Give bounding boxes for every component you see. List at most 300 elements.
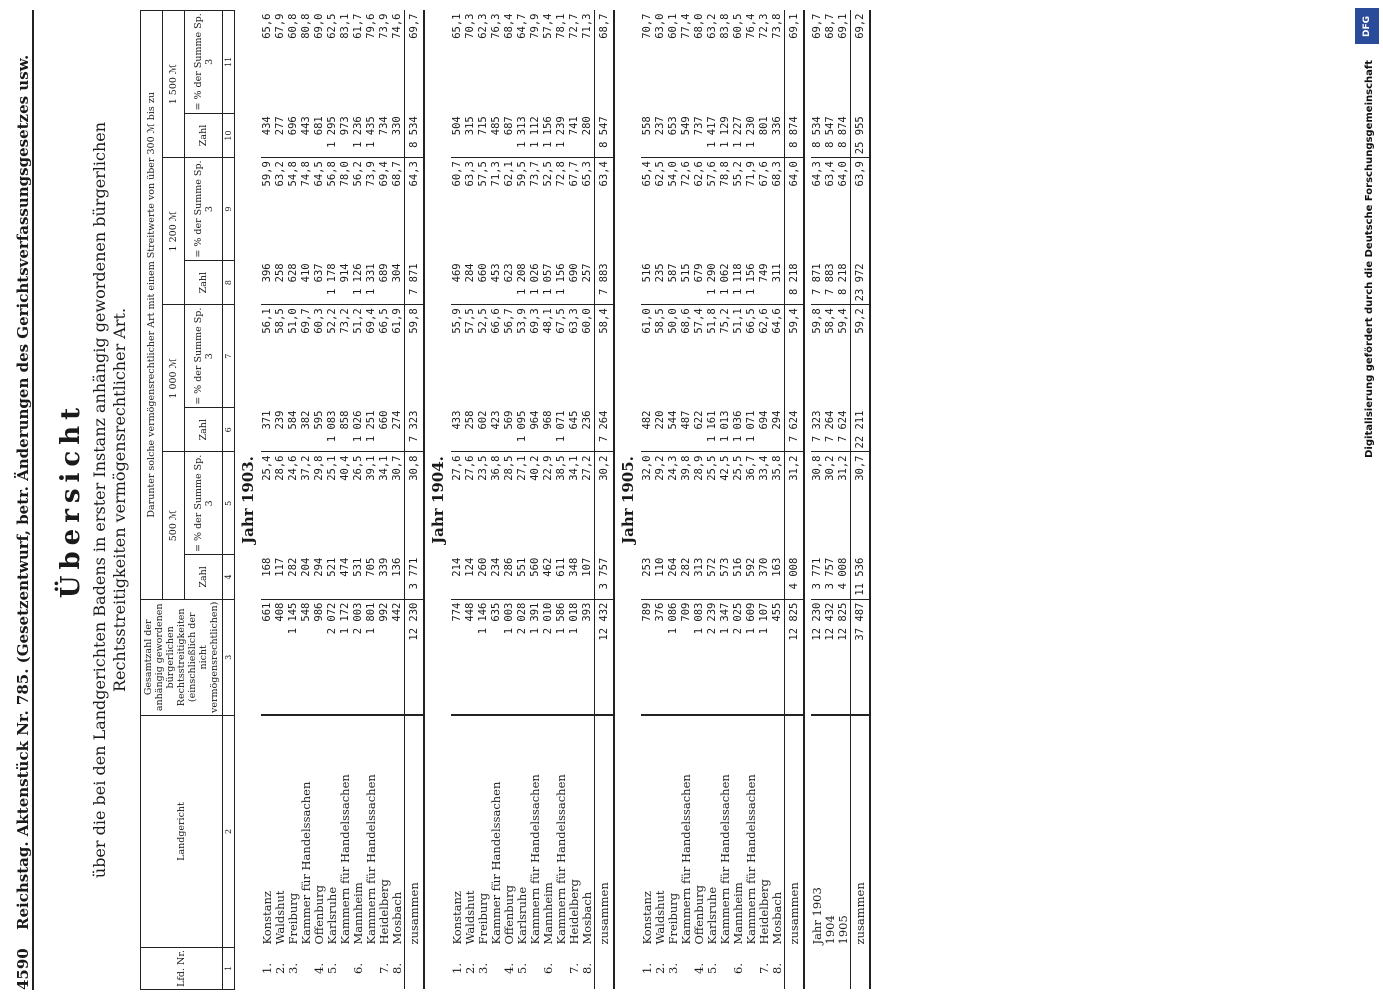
header-pct: = % der Summe Sp. 3 bbox=[185, 11, 223, 114]
row-value: 709 bbox=[680, 599, 693, 715]
row-value: 705 bbox=[365, 555, 378, 599]
row-value: 453 bbox=[490, 260, 503, 304]
row-value: 558 bbox=[641, 113, 654, 157]
row-value: 1 071 bbox=[555, 408, 568, 452]
row-number bbox=[405, 948, 425, 990]
header-zahl: Zahl bbox=[185, 555, 223, 599]
row-value: 737 bbox=[693, 113, 706, 157]
row-value: 587 bbox=[667, 260, 680, 304]
table-row bbox=[339, 11, 352, 990]
row-value: 274 bbox=[391, 408, 405, 452]
row-value: 257 bbox=[581, 260, 595, 304]
row-value: 61,7 bbox=[352, 13, 364, 39]
row-value: 68,7 bbox=[391, 161, 403, 187]
row-value: 68,0 bbox=[693, 13, 705, 39]
row-value: 28,6 bbox=[274, 455, 286, 481]
row-value: 63,9 bbox=[851, 158, 871, 261]
row-value: 69,7 bbox=[300, 308, 312, 334]
row-value: 2 010 bbox=[542, 599, 555, 715]
row-number bbox=[824, 948, 837, 990]
row-value: 56,8 bbox=[326, 161, 338, 187]
row-value: 72,6 bbox=[680, 161, 692, 187]
row-value: 73,2 bbox=[339, 308, 351, 334]
table-row bbox=[693, 11, 706, 990]
row-value: 63,4 bbox=[824, 161, 836, 187]
row-value: 1 018 bbox=[568, 599, 581, 715]
row-value: 51,2 bbox=[352, 308, 364, 334]
row-value: 661 bbox=[261, 599, 274, 715]
row-value: 1 290 bbox=[706, 260, 719, 304]
table-row bbox=[680, 11, 693, 990]
row-value: 53,9 bbox=[516, 308, 528, 334]
row-value: 83,8 bbox=[719, 13, 731, 39]
row-value: 1 107 bbox=[758, 599, 771, 715]
row-value: 220 bbox=[654, 408, 667, 452]
row-value: 741 bbox=[568, 113, 581, 157]
year-heading-row bbox=[424, 11, 451, 990]
row-value: 1 230 bbox=[745, 113, 758, 157]
table-row bbox=[719, 11, 732, 990]
row-court-name: Kammern für Handelssachen bbox=[679, 774, 693, 945]
row-value: 117 bbox=[274, 555, 287, 599]
row-value: 11 536 bbox=[851, 555, 871, 599]
row-value: 36,7 bbox=[745, 455, 757, 481]
row-number: 5. bbox=[705, 963, 719, 974]
row-value: 63,4 bbox=[595, 158, 615, 261]
row-value: 1 156 bbox=[745, 260, 758, 304]
row-value: 214 bbox=[451, 555, 464, 599]
col-number: 8 bbox=[223, 260, 235, 304]
year-heading-row bbox=[614, 11, 641, 990]
row-value: 69,4 bbox=[378, 161, 390, 187]
row-value: 504 bbox=[451, 113, 464, 157]
row-value: 27,2 bbox=[581, 455, 593, 481]
row-value: 789 bbox=[641, 599, 654, 715]
row-value: 376 bbox=[654, 599, 667, 715]
row-value: 25,1 bbox=[326, 455, 338, 481]
row-value: 67,7 bbox=[568, 161, 580, 187]
header-lfd: Lfd. Nr. bbox=[141, 948, 223, 990]
row-value: 1 156 bbox=[555, 260, 568, 304]
row-value: 62,3 bbox=[477, 13, 489, 39]
row-value: 749 bbox=[758, 260, 771, 304]
row-number: 2. bbox=[273, 963, 287, 974]
row-value: 25,4 bbox=[261, 455, 273, 481]
row-value: 23 972 bbox=[851, 260, 871, 304]
row-value: 260 bbox=[477, 555, 490, 599]
row-value: 1 331 bbox=[365, 260, 378, 304]
row-value: 1 013 bbox=[719, 408, 732, 452]
row-value: 60,5 bbox=[732, 13, 744, 39]
header-zahl: Zahl bbox=[185, 260, 223, 304]
row-value: 304 bbox=[391, 260, 405, 304]
row-value: 58,5 bbox=[654, 308, 666, 334]
row-value: 64,6 bbox=[771, 308, 783, 334]
row-value: 34,1 bbox=[568, 455, 580, 481]
row-value: 801 bbox=[758, 113, 771, 157]
row-value: 1 172 bbox=[339, 599, 352, 715]
row-court-name: Konstanz bbox=[260, 891, 274, 945]
row-value: 64,0 bbox=[837, 161, 849, 187]
row-value: 70,3 bbox=[464, 13, 476, 39]
row-value: 57,4 bbox=[542, 13, 554, 39]
row-number: 7. bbox=[757, 963, 771, 974]
col-number: 5 bbox=[223, 452, 235, 555]
row-value: 56,1 bbox=[261, 308, 273, 334]
row-value: 78,1 bbox=[555, 13, 567, 39]
row-value: 294 bbox=[771, 408, 785, 452]
row-value: 1 118 bbox=[732, 260, 745, 304]
row-value: 40,2 bbox=[529, 455, 541, 481]
row-value: 8 874 bbox=[785, 113, 805, 157]
row-value: 487 bbox=[680, 408, 693, 452]
header-pct: = % der Summe Sp. 3 bbox=[185, 452, 223, 555]
table-row bbox=[274, 11, 287, 990]
row-value: 348 bbox=[568, 555, 581, 599]
row-value: 774 bbox=[451, 599, 464, 715]
row-value: 34,1 bbox=[378, 455, 390, 481]
row-value: 1 391 bbox=[529, 599, 542, 715]
row-value: 258 bbox=[464, 408, 477, 452]
row-value: 622 bbox=[693, 408, 706, 452]
row-value: 69,0 bbox=[313, 13, 325, 39]
row-court-name: Freiburg bbox=[476, 892, 490, 945]
row-value: 482 bbox=[641, 408, 654, 452]
row-value: 531 bbox=[352, 555, 365, 599]
row-value: 8 547 bbox=[595, 113, 615, 157]
page-subtitle: über die bei den Landgerichten Badens in erster Instanz anhängig gewordenen bürgerlichen Rechtsstreitigkeiten vermögensrechtlicher Art. bbox=[90, 121, 129, 879]
row-court-name: 1905 bbox=[836, 915, 850, 945]
row-value: 69,1 bbox=[785, 11, 805, 114]
row-value: 61,9 bbox=[391, 308, 403, 334]
year-heading: Jahr 1904. bbox=[428, 456, 447, 544]
table-row bbox=[568, 11, 581, 990]
row-value: 27,1 bbox=[516, 455, 528, 481]
row-value: 408 bbox=[274, 599, 287, 715]
row-value: 462 bbox=[542, 555, 555, 599]
row-value: 4 008 bbox=[837, 555, 851, 599]
row-value: 27,6 bbox=[451, 455, 463, 481]
row-court-name: Konstanz bbox=[450, 891, 464, 945]
row-value: 66,6 bbox=[490, 308, 502, 334]
row-value: 35,8 bbox=[771, 455, 783, 481]
row-value: 48,1 bbox=[542, 308, 554, 334]
row-value: 282 bbox=[680, 555, 693, 599]
row-value: 63,3 bbox=[568, 308, 580, 334]
row-value: 330 bbox=[391, 113, 405, 157]
row-court-name: Mannheim bbox=[731, 882, 745, 945]
row-value: 2 003 bbox=[352, 599, 365, 715]
row-value: 28,5 bbox=[503, 455, 515, 481]
row-value: 64,5 bbox=[313, 161, 325, 187]
row-value: 37,2 bbox=[300, 455, 312, 481]
row-value: 1 208 bbox=[516, 260, 529, 304]
year-heading: Jahr 1903. bbox=[238, 456, 257, 544]
row-value: 286 bbox=[503, 555, 516, 599]
row-value: 69,7 bbox=[811, 13, 823, 39]
col-number: 2 bbox=[223, 716, 235, 948]
table-row bbox=[529, 11, 542, 990]
row-number: 8. bbox=[390, 963, 404, 974]
row-court-name: Offenburg bbox=[502, 885, 516, 945]
row-value: 57,4 bbox=[693, 308, 705, 334]
row-value: 69,7 bbox=[405, 11, 425, 114]
row-value: 69,1 bbox=[837, 13, 849, 39]
row-value: 515 bbox=[680, 260, 693, 304]
row-value: 3 757 bbox=[595, 555, 615, 599]
row-value: 393 bbox=[581, 599, 595, 715]
row-number: 3. bbox=[666, 963, 680, 974]
row-value: 59,2 bbox=[851, 305, 871, 408]
row-value: 80,8 bbox=[300, 13, 312, 39]
header-gesamt: Gesamtzahl der anhängig gewordenen bürgerlichen Rechtsstreitigkeiten (einschließlich der nicht vermögensrechtlichen) bbox=[141, 599, 223, 715]
col-number: 3 bbox=[223, 599, 235, 715]
row-court-name: zusammen bbox=[595, 716, 615, 948]
row-value: 73,7 bbox=[529, 161, 541, 187]
row-value: 58,5 bbox=[274, 308, 286, 334]
row-value: 7 871 bbox=[405, 260, 425, 304]
row-value: 72,3 bbox=[758, 13, 770, 39]
row-court-name: Kammer für Handelssachen bbox=[489, 781, 503, 945]
row-value: 7 323 bbox=[811, 408, 824, 452]
row-value: 25,5 bbox=[732, 455, 744, 481]
row-value: 107 bbox=[581, 555, 595, 599]
row-value: 79,9 bbox=[529, 13, 541, 39]
row-value: 30,8 bbox=[811, 455, 823, 481]
header-pct: = % der Summe Sp. 3 bbox=[185, 305, 223, 408]
row-value: 78,8 bbox=[719, 161, 731, 187]
row-value: 689 bbox=[378, 260, 391, 304]
row-number: 4. bbox=[692, 963, 706, 974]
row-value: 1 083 bbox=[326, 408, 339, 452]
row-court-name: Waldshut bbox=[653, 890, 667, 945]
row-value: 57,5 bbox=[464, 308, 476, 334]
row-value: 25,5 bbox=[706, 455, 718, 481]
row-value: 83,1 bbox=[339, 13, 351, 39]
row-court-name: Mosbach bbox=[390, 891, 404, 945]
row-number: 3. bbox=[286, 963, 300, 974]
row-court-name: Karlsruhe bbox=[705, 886, 719, 945]
row-value: 65,1 bbox=[451, 13, 463, 39]
row-value: 549 bbox=[680, 113, 693, 157]
row-number: 1. bbox=[260, 963, 274, 974]
row-value: 12 825 bbox=[837, 599, 851, 715]
col-number: 7 bbox=[223, 305, 235, 408]
row-value: 734 bbox=[378, 113, 391, 157]
row-value: 572 bbox=[706, 555, 719, 599]
row-value: 433 bbox=[451, 408, 464, 452]
row-value: 696 bbox=[287, 113, 300, 157]
row-value: 474 bbox=[339, 555, 352, 599]
row-value: 29,2 bbox=[654, 455, 666, 481]
row-value: 396 bbox=[261, 260, 274, 304]
row-value: 469 bbox=[451, 260, 464, 304]
row-value: 253 bbox=[641, 555, 654, 599]
row-value: 311 bbox=[771, 260, 785, 304]
row-value: 63,0 bbox=[654, 13, 666, 39]
row-value: 1 036 bbox=[732, 408, 745, 452]
row-value: 694 bbox=[758, 408, 771, 452]
row-court-name: zusammen bbox=[851, 716, 871, 948]
row-value: 55,2 bbox=[732, 161, 744, 187]
statistics-table bbox=[140, 10, 871, 990]
row-number: 5. bbox=[515, 963, 529, 974]
row-value: 282 bbox=[287, 555, 300, 599]
row-value: 3 771 bbox=[811, 555, 824, 599]
row-value: 37 487 bbox=[851, 599, 871, 715]
row-value: 964 bbox=[529, 408, 542, 452]
row-value: 7 871 bbox=[811, 260, 824, 304]
row-value: 434 bbox=[261, 113, 274, 157]
row-value: 124 bbox=[464, 555, 477, 599]
row-value: 68,6 bbox=[680, 308, 692, 334]
row-value: 611 bbox=[555, 555, 568, 599]
row-value: 690 bbox=[568, 260, 581, 304]
row-value: 28,9 bbox=[693, 455, 705, 481]
row-value: 51,0 bbox=[287, 308, 299, 334]
row-value: 236 bbox=[581, 408, 595, 452]
row-value: 653 bbox=[667, 113, 680, 157]
row-value: 22 211 bbox=[851, 408, 871, 452]
page-title: Übersicht bbox=[56, 401, 86, 599]
row-value: 29,8 bbox=[313, 455, 325, 481]
row-value: 1 586 bbox=[555, 599, 568, 715]
row-number: 5. bbox=[325, 963, 339, 974]
row-number: 1. bbox=[640, 963, 654, 974]
row-value: 59,9 bbox=[261, 161, 273, 187]
row-value: 12 825 bbox=[785, 599, 805, 715]
row-value: 74,6 bbox=[391, 13, 403, 39]
row-value: 681 bbox=[313, 113, 326, 157]
row-value: 313 bbox=[693, 555, 706, 599]
row-value: 1 251 bbox=[365, 408, 378, 452]
row-value: 715 bbox=[477, 113, 490, 157]
row-value: 65,3 bbox=[581, 161, 593, 187]
row-value: 72,8 bbox=[555, 161, 567, 187]
row-value: 69,2 bbox=[851, 11, 871, 114]
row-value: 30,8 bbox=[405, 452, 425, 555]
row-value: 42,5 bbox=[719, 455, 731, 481]
header-pct: = % der Summe Sp. 3 bbox=[185, 158, 223, 261]
row-value: 36,8 bbox=[490, 455, 502, 481]
row-value: 12 230 bbox=[405, 599, 425, 715]
table-row bbox=[581, 11, 595, 990]
row-value: 1 145 bbox=[287, 599, 300, 715]
table-row bbox=[745, 11, 758, 990]
row-value: 516 bbox=[732, 555, 745, 599]
row-value: 27,6 bbox=[464, 455, 476, 481]
row-value: 52,5 bbox=[477, 308, 489, 334]
row-value: 7 323 bbox=[405, 408, 425, 452]
row-value: 8 534 bbox=[405, 113, 425, 157]
row-value: 31,2 bbox=[837, 455, 849, 481]
row-value: 55,9 bbox=[451, 308, 463, 334]
table-row bbox=[300, 11, 313, 990]
row-number bbox=[837, 948, 851, 990]
year-heading: Jahr 1905. bbox=[618, 456, 637, 544]
row-value: 687 bbox=[503, 113, 516, 157]
header-zahl: Zahl bbox=[185, 113, 223, 157]
row-value: 635 bbox=[490, 599, 503, 715]
row-value: 52,5 bbox=[542, 161, 554, 187]
row-court-name: Mosbach bbox=[770, 891, 784, 945]
row-value: 560 bbox=[529, 555, 542, 599]
row-court-name: zusammen bbox=[785, 716, 805, 948]
table-row bbox=[313, 11, 326, 990]
row-value: 602 bbox=[477, 408, 490, 452]
row-value: 1 161 bbox=[706, 408, 719, 452]
row-value: 423 bbox=[490, 408, 503, 452]
table-row bbox=[641, 11, 654, 990]
row-value: 992 bbox=[378, 599, 391, 715]
row-value: 12 230 bbox=[811, 599, 824, 715]
header-group-1200: 1 200 ℳ bbox=[163, 158, 185, 305]
row-value: 237 bbox=[654, 113, 667, 157]
row-value: 73,8 bbox=[771, 13, 783, 39]
row-number: 4. bbox=[312, 963, 326, 974]
sum-row bbox=[405, 11, 425, 990]
row-value: 544 bbox=[667, 408, 680, 452]
row-value: 64,7 bbox=[516, 13, 528, 39]
row-value: 1 112 bbox=[529, 113, 542, 157]
row-value: 1 086 bbox=[667, 599, 680, 715]
sum-row bbox=[785, 11, 805, 990]
row-value: 973 bbox=[339, 113, 352, 157]
row-value: 136 bbox=[391, 555, 405, 599]
row-value: 56,2 bbox=[352, 161, 364, 187]
row-value: 1 236 bbox=[352, 113, 365, 157]
row-value: 62,6 bbox=[693, 161, 705, 187]
row-value: 64,3 bbox=[405, 158, 425, 261]
row-value: 258 bbox=[274, 260, 287, 304]
row-value: 60,3 bbox=[313, 308, 325, 334]
digitization-sidebar bbox=[1349, 0, 1383, 1000]
row-value: 59,5 bbox=[516, 161, 528, 187]
row-value: 3 757 bbox=[824, 555, 837, 599]
row-value: 371 bbox=[261, 408, 274, 452]
row-value: 51,1 bbox=[732, 308, 744, 334]
row-value: 660 bbox=[477, 260, 490, 304]
row-value: 410 bbox=[300, 260, 313, 304]
row-value: 7 883 bbox=[824, 260, 837, 304]
row-court-name: Jahr 1903 bbox=[810, 887, 824, 945]
row-value: 382 bbox=[300, 408, 313, 452]
col-number: 10 bbox=[223, 113, 235, 157]
row-number bbox=[811, 948, 824, 990]
row-value: 60,0 bbox=[581, 308, 593, 334]
row-court-name: Offenburg bbox=[312, 885, 326, 945]
row-value: 294 bbox=[313, 555, 326, 599]
row-value: 56,7 bbox=[503, 308, 515, 334]
row-value: 584 bbox=[287, 408, 300, 452]
row-value: 1 239 bbox=[555, 113, 568, 157]
row-value: 76,3 bbox=[490, 13, 502, 39]
row-value: 32,0 bbox=[641, 455, 653, 481]
row-value: 1 295 bbox=[326, 113, 339, 157]
row-value: 12 432 bbox=[824, 599, 837, 715]
row-value: 73,9 bbox=[365, 161, 377, 187]
table-row bbox=[758, 11, 771, 990]
row-value: 61,0 bbox=[641, 308, 653, 334]
row-value: 51,8 bbox=[706, 308, 718, 334]
row-court-name: zusammen bbox=[405, 716, 425, 948]
row-value: 2 025 bbox=[732, 599, 745, 715]
row-value: 59,4 bbox=[837, 308, 849, 334]
row-value: 30,2 bbox=[595, 452, 615, 555]
row-value: 2 239 bbox=[706, 599, 719, 715]
row-value: 1 347 bbox=[719, 599, 732, 715]
row-value: 1 057 bbox=[542, 260, 555, 304]
